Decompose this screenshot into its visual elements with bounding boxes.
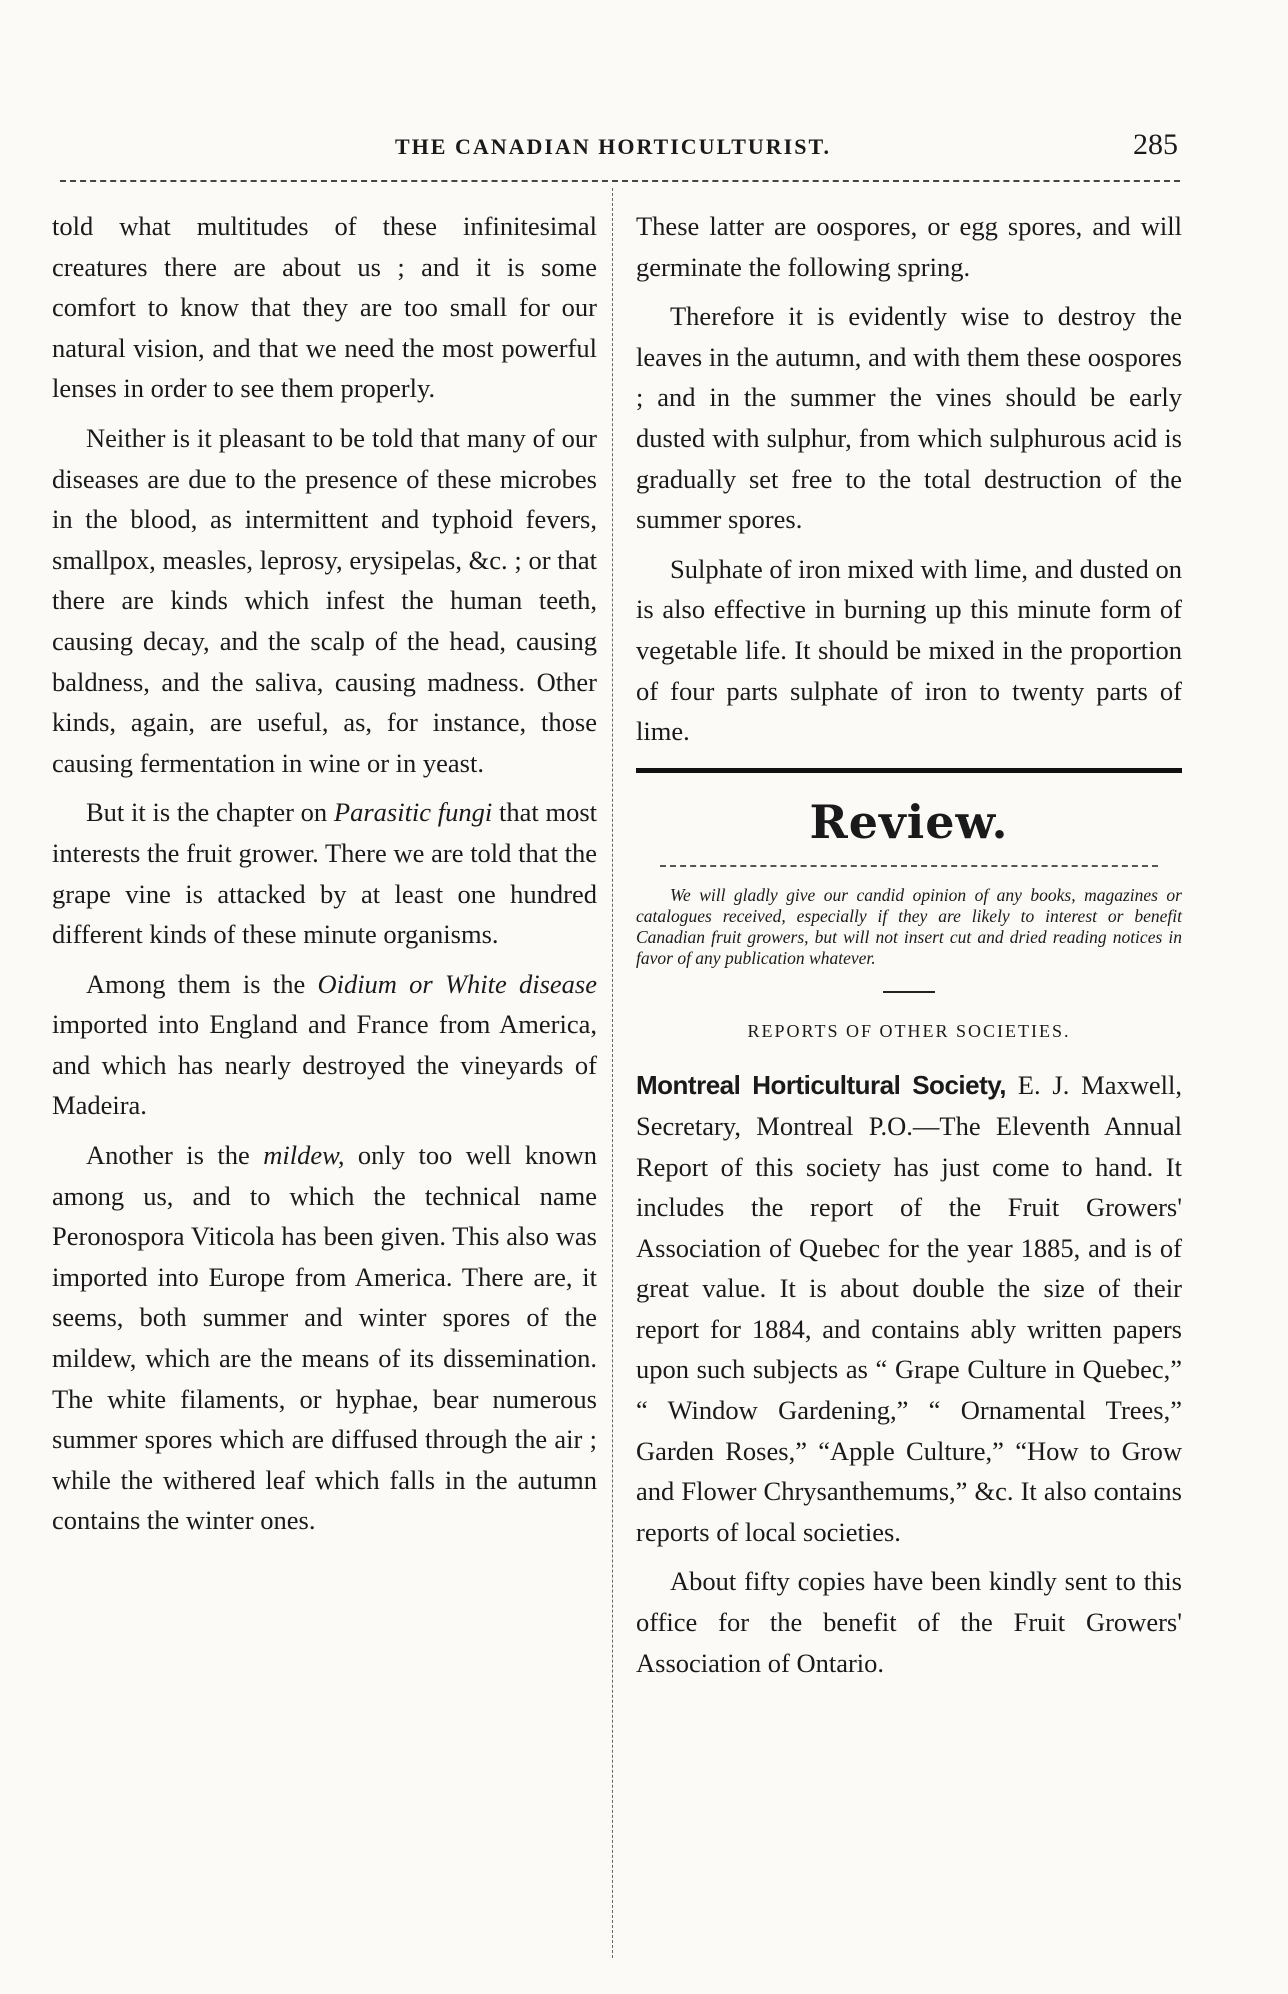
paragraph-text: Among them is the: [86, 968, 318, 999]
column-divider: [612, 188, 613, 1958]
paragraph: [52, 964, 597, 1126]
journal-title: THE CANADIAN HORTICULTURIST.: [394, 134, 832, 159]
paragraph: [52, 792, 597, 954]
short-rule: [883, 991, 935, 993]
paragraph: About fifty copies have been kindly sent to this office for the benefit of the Fruit Growers' Association of Ontario.: [636, 1566, 1182, 1678]
paragraph: [636, 1065, 1182, 1552]
page-number: 285: [1133, 128, 1178, 161]
paragraph-text: But it is the chapter on: [86, 797, 334, 828]
paragraph: Therefore it is evidently wise to destroy the leaves in the autumn, and with them these oospores ; and in the summer the vines should be early dusted with sulphur, from which sulphurous acid is gradually set free to the total destruction of the summer spores.: [636, 301, 1182, 535]
section-rule: [636, 768, 1182, 773]
italic-term: mildew,: [263, 1140, 345, 1171]
society-name: Montreal Horticultural Society,: [636, 1070, 1006, 1101]
paragraph: Neither is it pleasant to be told that many of our diseases are due to the presence of these microbes in the blood, as intermittent and typhoid fevers, smallpox, measles, leprosy, erysipelas, &c. ; or that there are kinds which infest the human teeth, causing decay, and the scalp of the head, causing baldness, and the saliva, causing madness. Other kinds, again, are useful, as, for instance, those causing fermentation in wine or in yeast.: [52, 422, 597, 778]
paragraph-text: that most interests the fruit grower. There we are told that the grape vine is attacked by at least one hundred different kinds of these minute organisms.: [52, 797, 597, 950]
italic-term: Oidium or White disease: [317, 968, 597, 999]
right-column: [636, 206, 1182, 1692]
left-column: [52, 206, 597, 1550]
paragraph-text: Another is the: [86, 1140, 264, 1171]
review-note: We will gladly give our candid opinion of any books, magazines or catalogues received, especially if they are likely to interest or benefit Canadian fruit growers, but will not insert cut and dried reading notices in favor of any publication whatever.: [636, 884, 1182, 968]
paragraph: These latter are oospores, or egg spores, and will germinate the following spring.: [636, 211, 1182, 282]
section-title: Review.: [809, 794, 1009, 849]
title-rule: [660, 865, 1158, 867]
subheading: REPORTS OF OTHER SOCIETIES.: [747, 1020, 1071, 1041]
paragraph: Sulphate of iron mixed with lime, and dusted on is also effective in burning up this minute form of vegetable life. It should be mixed in the proportion of four parts sulphate of iron to twenty parts of lime.: [636, 553, 1182, 747]
paragraph: [52, 1135, 597, 1541]
running-header: [48, 128, 1178, 168]
header-rule: [60, 180, 1180, 182]
paragraph-text: only too well known among us, and to which the technical name Peronospora Viticola has been given. This also was imported into Europe from America. There are, it seems, both summer and winter spores of the mildew, which are the means of its dissemination. The white filaments, or hyphae, bear numerous summer spores which are diffused through the air ; while the withered leaf which falls in the autumn contains the winter ones.: [52, 1140, 597, 1536]
paragraph-text: E. J. Maxwell, Secretary, Montreal P.O.—The Eleventh Annual Report of this society has just come to hand. It includes the report of the Fruit Growers' Association of Quebec for the year 1885, and is of great value. It is about double the size of their report for 1884, and contains ably written papers upon such subjects as “ Grape Culture in Quebec,” “ Window Gardening,” “ Ornamental Trees,” Garden Roses,” “Apple Culture,” “How to Grow and Flower Chrysanthemums,” &c. It also contains reports of local societies.: [636, 1070, 1182, 1547]
paragraph-text: imported into England and France from America, and which has nearly destroyed the vineyards of Madeira.: [52, 1009, 597, 1121]
paragraph: told what multitudes of these infinitesimal creatures there are about us ; and it is some comfort to know that they are too small for our natural vision, and that we need the most powerful lenses in order to see them properly.: [52, 211, 597, 404]
italic-term: Parasitic fungi: [333, 797, 493, 828]
